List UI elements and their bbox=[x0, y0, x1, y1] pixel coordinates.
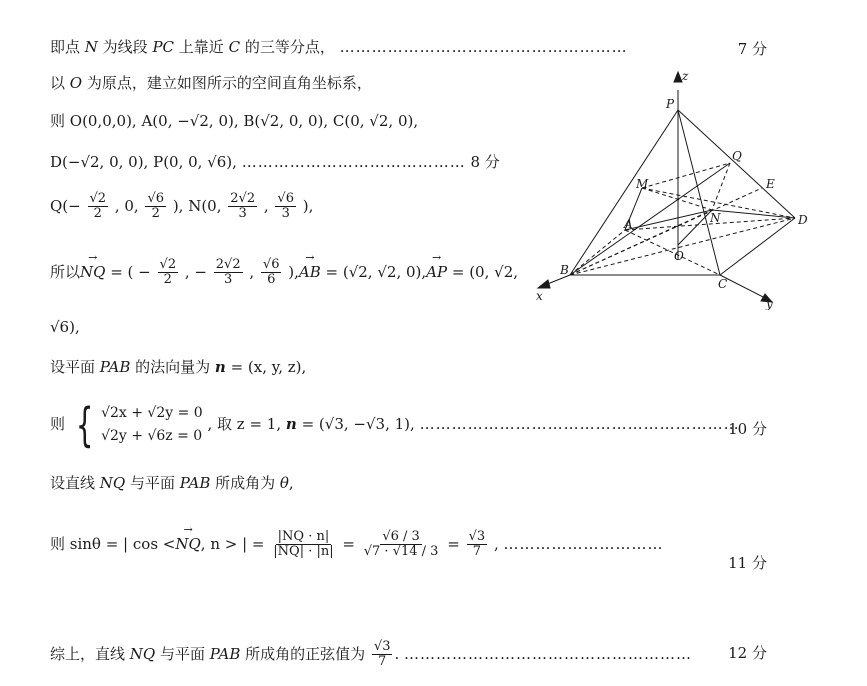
line-5 bbox=[50, 192, 313, 222]
label-A: A bbox=[624, 217, 633, 231]
numerator: √6 bbox=[262, 257, 280, 272]
text: 则 sinθ = | cos < bbox=[50, 534, 176, 553]
math-NQ: NQ bbox=[129, 644, 156, 663]
label-E: E bbox=[766, 177, 775, 191]
fraction bbox=[275, 192, 296, 222]
equation-2: √2y + √6z = 0 bbox=[101, 428, 203, 444]
text: 设平面 bbox=[50, 358, 100, 376]
denominator: √7 · √14 / 3 bbox=[363, 544, 439, 560]
vector-AB: → AB bbox=[299, 263, 321, 281]
fraction bbox=[158, 258, 179, 288]
math-NQ: NQ bbox=[99, 474, 126, 492]
line-12 bbox=[50, 640, 692, 670]
fraction bbox=[88, 192, 109, 222]
text: 所以 bbox=[50, 262, 81, 281]
text: , n > | = bbox=[200, 534, 265, 553]
dashed-BD bbox=[570, 218, 795, 275]
vector-AP: → AP bbox=[426, 263, 447, 281]
edge-NO bbox=[678, 210, 712, 245]
line-1 bbox=[50, 38, 628, 56]
text: , bbox=[493, 534, 499, 553]
math-PAB: PAB bbox=[99, 358, 131, 376]
label-N: N bbox=[710, 211, 721, 225]
line-4 bbox=[50, 153, 500, 171]
vector-NQ: → NQ bbox=[175, 535, 200, 553]
numerator: √3 bbox=[373, 639, 391, 654]
text: , bbox=[249, 262, 259, 281]
numerator: √6 bbox=[147, 191, 165, 206]
label-C: C bbox=[718, 277, 728, 291]
math-N: N bbox=[84, 38, 98, 56]
fraction bbox=[362, 530, 441, 560]
edge-ND bbox=[712, 210, 795, 218]
math-PC: PC bbox=[152, 38, 175, 56]
text: 与平面 bbox=[125, 474, 180, 492]
text: , 0, bbox=[114, 196, 144, 215]
text: √6), bbox=[50, 318, 80, 336]
leader-dots: ……………………………………………… bbox=[339, 38, 628, 56]
numerator: 2√2 bbox=[215, 257, 241, 272]
text: ), bbox=[302, 196, 314, 215]
coordinates-1: 则 O(0,0,0), A(0, −√2, 0), B(√2, 0, 0), C(0, √2, 0), bbox=[50, 112, 419, 130]
label-z: z bbox=[682, 69, 689, 83]
line-8 bbox=[50, 358, 306, 376]
denominator: 2 bbox=[163, 272, 172, 288]
numerator: √6 / 3 bbox=[382, 529, 420, 544]
text: Q(− bbox=[50, 196, 81, 215]
edge-CD bbox=[720, 218, 795, 275]
text: , 取 z = 1, bbox=[207, 415, 286, 433]
numerator: |NQ · n| bbox=[277, 529, 330, 544]
text: 的三等分点， bbox=[240, 38, 335, 56]
text: = (0, √2, bbox=[447, 262, 518, 281]
text: 即点 bbox=[50, 38, 85, 56]
equation-1: √2x + √2y = 0 bbox=[101, 405, 203, 422]
text: = bbox=[447, 534, 460, 553]
label-D: D bbox=[798, 213, 808, 227]
denominator: |NQ| · |n| bbox=[273, 544, 334, 560]
numerator: √6 bbox=[277, 191, 294, 206]
math-theta: θ bbox=[279, 474, 289, 492]
denominator: 3 bbox=[281, 206, 290, 222]
vector-n: n bbox=[285, 415, 297, 433]
text: 则 bbox=[50, 415, 66, 433]
denominator: 2 bbox=[93, 206, 102, 222]
line-6 bbox=[50, 258, 518, 288]
math-PAB: PAB bbox=[209, 644, 241, 663]
math-O: O bbox=[69, 74, 83, 92]
text: 所成角的正弦值为 bbox=[240, 644, 366, 663]
text: , bbox=[288, 474, 294, 492]
score-7: 7 分 bbox=[737, 40, 767, 58]
label-B: B bbox=[560, 263, 569, 277]
fraction bbox=[228, 192, 257, 222]
numerator: √3 bbox=[468, 529, 486, 544]
text: ), N(0, bbox=[172, 196, 227, 215]
dashed-AC bbox=[625, 230, 720, 275]
line-11 bbox=[50, 530, 664, 560]
score-8: 8 分 bbox=[470, 153, 500, 171]
text: . bbox=[394, 644, 400, 663]
fraction bbox=[261, 258, 282, 288]
text: 与平面 bbox=[155, 644, 210, 663]
text: 的法向量为 bbox=[130, 358, 215, 376]
equations bbox=[101, 405, 203, 445]
fraction bbox=[214, 258, 243, 288]
x-axis-arrow-icon bbox=[538, 280, 550, 288]
label-O: O bbox=[674, 249, 684, 263]
numerator: √2 bbox=[89, 191, 107, 206]
fraction bbox=[271, 530, 335, 560]
coordinates-2: D(−√2, 0, 0), P(0, 0, √6), bbox=[50, 153, 237, 171]
brace-icon: { bbox=[75, 398, 94, 452]
line-10 bbox=[50, 474, 294, 492]
label-Q: Q bbox=[732, 149, 742, 163]
leader-dots: ………………………… bbox=[503, 534, 664, 553]
text: = (x, y, z), bbox=[225, 358, 307, 376]
text: ), bbox=[288, 262, 299, 281]
leader-dots: …………………………………… bbox=[241, 153, 466, 171]
text: = bbox=[342, 534, 355, 553]
edge-PD bbox=[678, 110, 795, 218]
pyramid-figure bbox=[520, 60, 820, 310]
math-C: C bbox=[228, 38, 241, 56]
text: = (√2, √2, 0), bbox=[320, 262, 427, 281]
text: 以 bbox=[50, 74, 70, 92]
label-y: y bbox=[766, 297, 773, 310]
text: , bbox=[263, 196, 274, 215]
denominator: 7 bbox=[378, 654, 387, 670]
line-9 bbox=[50, 398, 740, 452]
line-7 bbox=[50, 318, 80, 336]
label-P: P bbox=[666, 97, 675, 111]
numerator: √2 bbox=[159, 257, 177, 272]
denominator: 3 bbox=[224, 272, 233, 288]
leader-dots: …………………………………………………… bbox=[419, 415, 740, 433]
equation-system bbox=[70, 398, 203, 452]
dashed-MN bbox=[642, 188, 712, 210]
text: 上靠近 bbox=[174, 38, 229, 56]
denominator: 2 bbox=[151, 206, 160, 222]
text: , − bbox=[184, 262, 207, 281]
text: 为线段 bbox=[97, 38, 153, 56]
label-M: M bbox=[636, 177, 649, 191]
line-2 bbox=[50, 74, 372, 92]
denominator: 7 bbox=[472, 544, 482, 560]
text: 综上，直线 bbox=[50, 644, 130, 663]
dashed-QN bbox=[712, 163, 730, 210]
math-PAB: PAB bbox=[179, 474, 211, 492]
label-x: x bbox=[536, 289, 543, 303]
score-12: 12 分 bbox=[728, 644, 767, 662]
numerator: 2√2 bbox=[230, 191, 256, 206]
vector-n: n bbox=[214, 358, 226, 376]
score-11: 11 分 bbox=[728, 554, 767, 572]
score-10: 10 分 bbox=[728, 420, 767, 438]
text: 所成角为 bbox=[210, 474, 280, 492]
text: 设直线 bbox=[50, 474, 100, 492]
line-3 bbox=[50, 112, 418, 130]
denominator: 3 bbox=[238, 206, 247, 222]
fraction bbox=[372, 640, 393, 670]
fraction bbox=[145, 192, 166, 222]
edge-PC bbox=[678, 110, 720, 275]
leader-dots: ……………………………………………… bbox=[404, 644, 693, 663]
vector-NQ: → NQ bbox=[80, 263, 105, 281]
z-axis-arrow-icon bbox=[674, 72, 682, 82]
text: = (√3, −√3, 1), bbox=[296, 415, 415, 433]
denominator: 6 bbox=[267, 272, 276, 288]
fraction bbox=[467, 530, 488, 560]
dashed-MQ bbox=[642, 163, 730, 188]
text: = ( − bbox=[105, 262, 151, 281]
text: 为原点，建立如图所示的空间直角坐标系， bbox=[82, 74, 372, 92]
